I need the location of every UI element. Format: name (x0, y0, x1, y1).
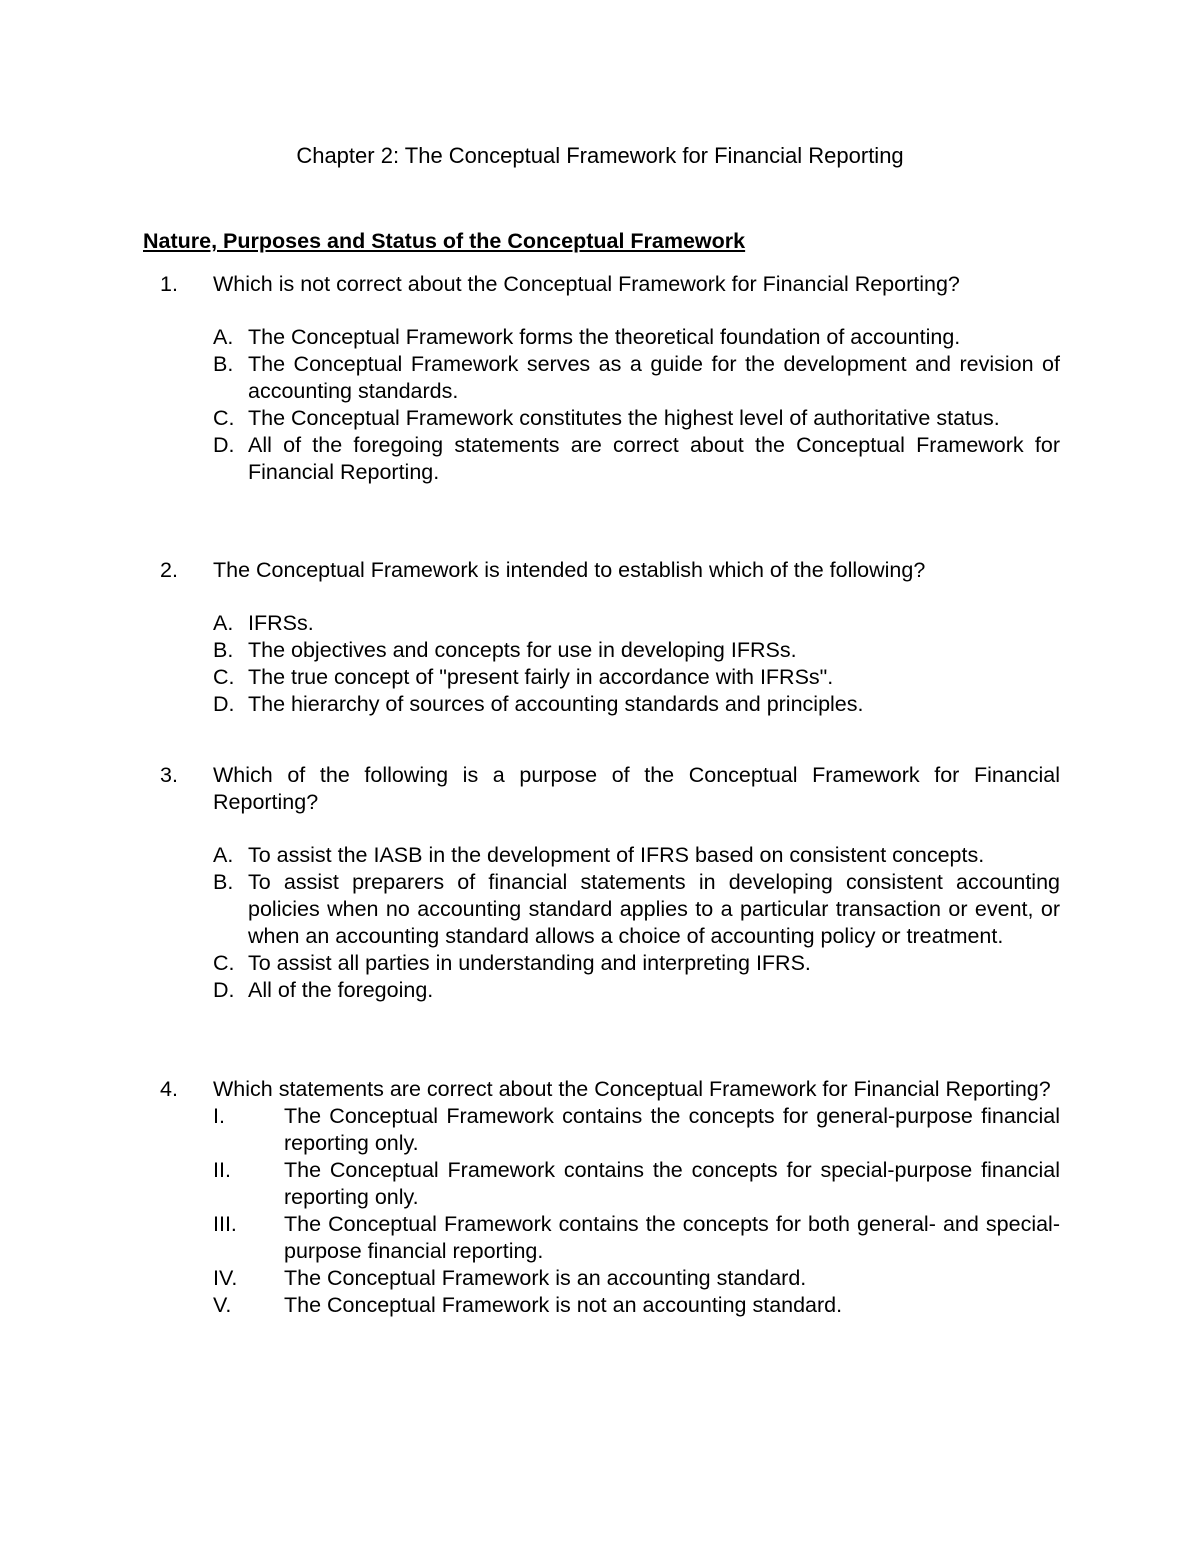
choice-text: To assist the IASB in the development of IFRS based on consistent concepts. (248, 843, 985, 867)
choice-label: C. (213, 951, 235, 975)
choice-c (160, 664, 1060, 691)
question-text: Which is not correct about the Conceptual Framework for Financial Reporting? (213, 272, 960, 296)
choice-text: The Conceptual Framework constitutes the highest level of authoritative status. (248, 406, 1000, 430)
choice-label: B. (213, 638, 234, 662)
question-1 (160, 271, 1060, 486)
question-2 (160, 557, 1060, 718)
choice-b (160, 351, 1060, 405)
statement-text: The Conceptual Framework is an accounting standard. (284, 1266, 807, 1290)
statement-label: I. (213, 1104, 225, 1128)
choice-text: IFRSs. (248, 611, 314, 635)
question-text: The Conceptual Framework is intended to establish which of the following? (213, 558, 926, 582)
choice-d (160, 691, 1060, 718)
statement-label: IV. (213, 1266, 238, 1290)
statement-text: The Conceptual Framework is not an accounting standard. (284, 1293, 843, 1317)
choice-d (160, 432, 1060, 486)
statement-text: The Conceptual Framework contains the concepts for special-purpose financial reporting only. (284, 1158, 1060, 1209)
choice-list (160, 842, 1060, 1004)
choice-label: D. (213, 433, 235, 457)
question-number: 3. (160, 763, 178, 787)
choice-label: A. (213, 611, 234, 635)
choice-text: The Conceptual Framework serves as a guide for the development and revision of accounting standards. (248, 352, 1060, 403)
question-stem (160, 271, 1060, 298)
choice-label: C. (213, 406, 235, 430)
choice-d (160, 977, 1060, 1004)
choice-a (160, 610, 1060, 637)
choice-label: D. (213, 978, 235, 1002)
statement-list (160, 1103, 1060, 1319)
section-heading: Nature, Purposes and Status of the Conceptual Framework (143, 229, 746, 253)
choice-text: To assist preparers of financial statements in developing consistent accounting policies when no accounting standard applies to a particular transaction or event, or when an accounting standard allows a choice of accounting policy or treatment. (248, 870, 1060, 948)
chapter-title: Chapter 2: The Conceptual Framework for Financial Reporting (296, 143, 904, 168)
choice-list (160, 324, 1060, 486)
statement-label: III. (213, 1212, 237, 1236)
question-stem (160, 762, 1060, 816)
statement-i (160, 1103, 1060, 1157)
choice-label: B. (213, 352, 234, 376)
choice-text: The hierarchy of sources of accounting standards and principles. (248, 692, 864, 716)
choice-label: D. (213, 692, 235, 716)
question-3 (160, 762, 1060, 1004)
choice-b (160, 637, 1060, 664)
choice-list (160, 610, 1060, 718)
question-text: Which of the following is a purpose of the Conceptual Framework for Financial Reporting? (213, 763, 1060, 814)
statement-text: The Conceptual Framework contains the concepts for general-purpose financial reporting only. (284, 1104, 1060, 1155)
question-number: 2. (160, 558, 178, 582)
question-text: Which statements are correct about the Conceptual Framework for Financial Reporting? (213, 1077, 1051, 1101)
statement-iv (160, 1265, 1060, 1292)
choice-label: C. (213, 665, 235, 689)
choice-text: All of the foregoing statements are correct about the Conceptual Framework for Financial Reporting. (248, 433, 1060, 484)
statement-text: The Conceptual Framework contains the concepts for both general- and special-purpose financial reporting. (284, 1212, 1060, 1263)
statement-iii (160, 1211, 1060, 1265)
choice-label: B. (213, 870, 234, 894)
statement-ii (160, 1157, 1060, 1211)
choice-label: A. (213, 843, 234, 867)
choice-c (160, 405, 1060, 432)
statement-label: II. (213, 1158, 231, 1182)
choice-text: The true concept of "present fairly in accordance with IFRSs". (248, 665, 834, 689)
choice-label: A. (213, 325, 234, 349)
choice-c (160, 950, 1060, 977)
choice-text: All of the foregoing. (248, 978, 434, 1002)
choice-a (160, 324, 1060, 351)
statement-v (160, 1292, 1060, 1319)
choice-text: The Conceptual Framework forms the theoretical foundation of accounting. (248, 325, 961, 349)
choice-text: The objectives and concepts for use in developing IFRSs. (248, 638, 797, 662)
question-4 (160, 1076, 1060, 1319)
choice-b (160, 869, 1060, 950)
statement-label: V. (213, 1293, 232, 1317)
choice-text: To assist all parties in understanding and interpreting IFRS. (248, 951, 811, 975)
question-stem (160, 1076, 1060, 1103)
question-number: 4. (160, 1077, 178, 1101)
choice-a (160, 842, 1060, 869)
question-number: 1. (160, 272, 178, 296)
question-stem (160, 557, 1060, 584)
